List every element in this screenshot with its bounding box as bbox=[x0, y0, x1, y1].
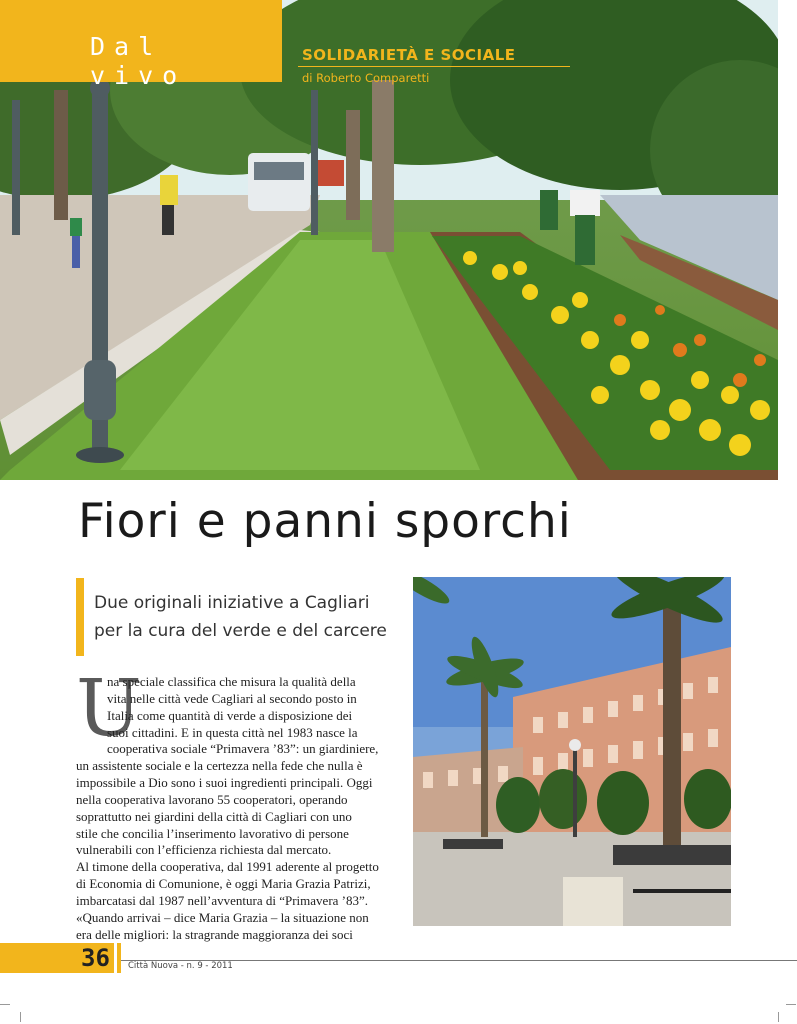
issue-label: Città Nuova - n. 9 - 2011 bbox=[128, 961, 233, 971]
body-line: suoi cittadini. E in questa città nel 1983 nasce la bbox=[107, 724, 358, 740]
body-line: impossibile a Dio sono i suoi ingredienti principali. Oggi bbox=[76, 775, 373, 791]
body-line: stile che concilia l’inserimento lavorativo di persone bbox=[76, 825, 349, 841]
section-tag bbox=[0, 0, 282, 90]
body-line: vulnerabili con l’efficienza richiesta dal mercato. bbox=[76, 842, 332, 858]
article-headline: Fiori e panni sporchi bbox=[78, 494, 572, 549]
body-line: di Economia di Comunione, è oggi Maria Grazia Patrizi, bbox=[76, 876, 371, 892]
deck-line: per la cura del verde e del carcere bbox=[94, 621, 387, 641]
folio-accent-bar bbox=[117, 943, 121, 973]
author-byline: di Roberto Comparetti bbox=[302, 71, 430, 85]
article-deck bbox=[94, 589, 394, 645]
section-rubric: SOLIDARIETÀ E SOCIALE bbox=[302, 46, 516, 64]
rubric-divider bbox=[298, 66, 570, 67]
body-line: era delle migliori: la stragrande maggioranza dei soci bbox=[76, 926, 353, 942]
body-line: cooperativa sociale “Primavera ’83”: un giardiniere, bbox=[107, 741, 379, 757]
crop-mark bbox=[778, 1012, 779, 1022]
deck-line: Due originali iniziative a Cagliari bbox=[94, 593, 370, 613]
body-line: Italia come quantità di verde a disposizione dei bbox=[107, 707, 353, 723]
body-line: imbarcatasi dal 1987 nell’avventura di “Primavera ’83”. bbox=[76, 892, 369, 908]
crop-mark bbox=[786, 1004, 796, 1005]
body-line: na speciale classifica che misura la qualità della bbox=[107, 674, 356, 689]
body-line: «Quando arrivai – dice Maria Grazia – la situazione non bbox=[76, 909, 369, 925]
article-body bbox=[76, 674, 396, 944]
body-line: nella cooperativa lavorano 55 cooperatori, operando bbox=[76, 791, 348, 807]
body-line: un assistente sociale e la certezza nella fede che nulla è bbox=[76, 758, 363, 774]
body-line: soprattutto nei giardini della città di Cagliari con uno bbox=[76, 808, 352, 824]
section-tag-label: Dal vivo bbox=[90, 32, 187, 90]
hero-photo-garden bbox=[0, 0, 778, 480]
crop-mark bbox=[0, 1004, 10, 1005]
crop-mark bbox=[20, 1012, 21, 1022]
piazza-photo bbox=[413, 577, 731, 926]
drop-cap: U bbox=[76, 664, 142, 754]
body-line: Al timone della cooperativa, dal 1991 aderente al progetto bbox=[76, 859, 379, 875]
body-line: vita nelle città vede Cagliari al secondo posto in bbox=[107, 690, 357, 706]
piazza-illustration bbox=[413, 577, 731, 926]
deck-accent-bar bbox=[76, 578, 84, 656]
page-number: 36 bbox=[81, 944, 110, 972]
